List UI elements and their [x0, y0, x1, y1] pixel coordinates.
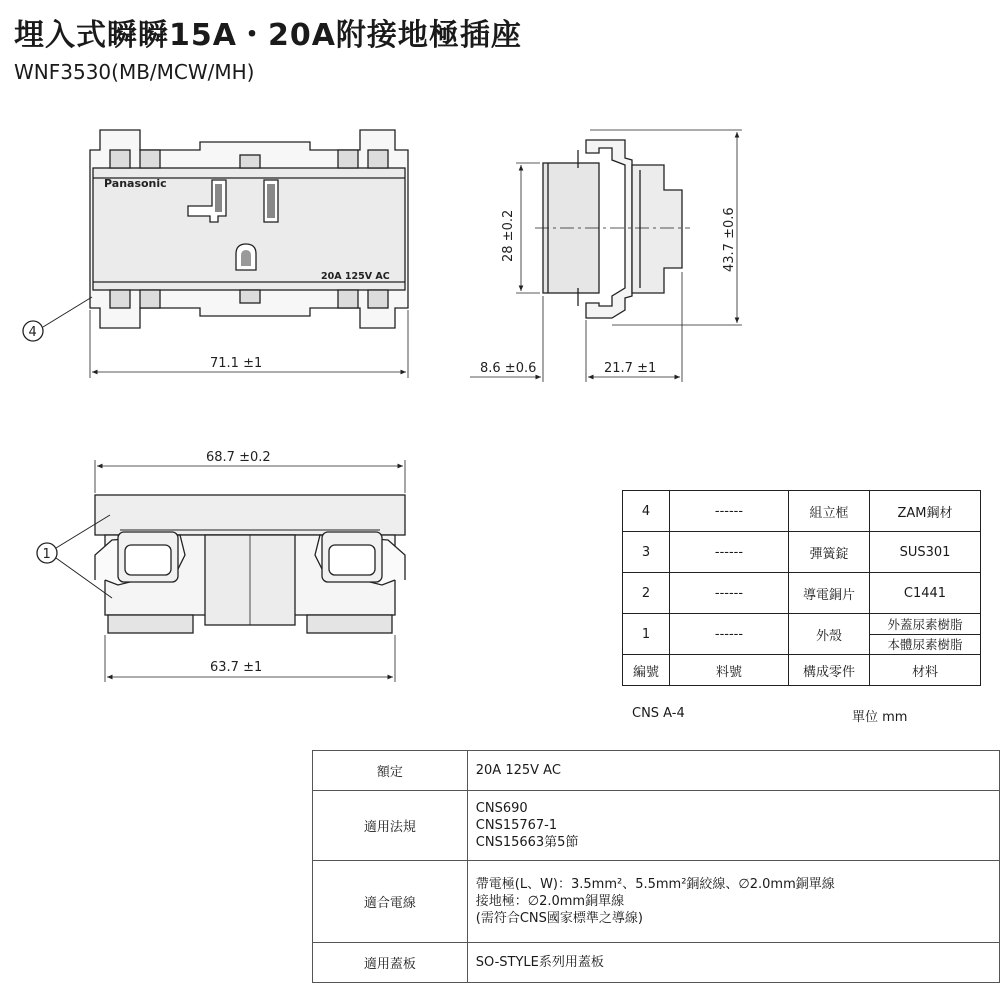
spec-value: SO-STYLE系列用蓋板 — [467, 943, 999, 983]
material-cell: ZAM鋼材 — [870, 491, 981, 532]
callout-4-label: 4 — [28, 325, 37, 340]
part-number-cell: ------ — [670, 614, 789, 655]
standard-line: CNS15663第5節 — [475, 835, 579, 850]
spec-value: 20A 125V AC — [467, 751, 999, 791]
spec-row-wires — [313, 861, 1000, 943]
side-outer-height-dimension: 43.7 ±0.6 — [722, 207, 737, 272]
unit-note: 單位 mm — [852, 710, 908, 725]
spec-value — [467, 791, 999, 861]
page-title: 埋入式瞬瞬15A・20A附接地極插座 — [14, 18, 522, 53]
component-cell: 導電銅片 — [789, 573, 870, 614]
parts-row — [623, 614, 981, 655]
standard-line: CNS690 — [475, 801, 528, 816]
side-front-depth-dimension: 8.6 ±0.6 — [480, 361, 537, 376]
spec-row-rating — [313, 751, 1000, 791]
bottom-top-width-dimension: 68.7 ±0.2 — [206, 450, 271, 465]
spec-label: 額定 — [313, 751, 468, 791]
header-component: 構成零件 — [789, 655, 870, 686]
side-body-depth-dimension: 21.7 ±1 — [604, 361, 657, 376]
model-number: WNF3530(MB/MCW/MH) — [14, 60, 255, 84]
front-width-dimension: 71.1 ±1 — [210, 356, 263, 371]
component-cell: 組立框 — [789, 491, 870, 532]
bottom-bottom-width-dimension: 63.7 ±1 — [210, 660, 263, 675]
parts-row — [623, 573, 981, 614]
component-cell: 彈簧錠 — [789, 532, 870, 573]
side-inner-height-dimension: 28 ±0.2 — [501, 209, 516, 262]
callout-1-label: 1 — [42, 547, 51, 562]
rating-print: 20A 125V AC — [321, 271, 390, 282]
parts-row — [623, 532, 981, 573]
part-no-cell: 2 — [623, 573, 670, 614]
spec-label: 適用蓋板 — [313, 943, 468, 983]
spec-label: 適合電線 — [313, 861, 468, 943]
material-cell: C1441 — [870, 573, 981, 614]
wire-line: 帶電極(L、W)：3.5mm²、5.5mm²銅絞線、∅2.0mm銅單線 — [475, 877, 835, 892]
front-view — [23, 130, 408, 378]
bottom-view — [37, 460, 405, 682]
spec-label: 適用法規 — [313, 791, 468, 861]
part-no-cell: 4 — [623, 491, 670, 532]
part-no-cell: 1 — [623, 614, 670, 655]
brand-logo: Panasonic — [104, 177, 167, 190]
spec-value — [467, 861, 999, 943]
material-cell: SUS301 — [870, 532, 981, 573]
part-no-cell: 3 — [623, 532, 670, 573]
wire-line: (需符合CNS國家標準之導線) — [475, 911, 643, 926]
header-material: 材料 — [870, 655, 981, 686]
part-number-cell: ------ — [670, 491, 789, 532]
spec-row-standards — [313, 791, 1000, 861]
material-body: 本體尿素樹脂 — [870, 634, 980, 654]
standard-line: CNS15767-1 — [475, 818, 558, 833]
spec-table — [312, 750, 1000, 983]
part-number-cell: ------ — [670, 573, 789, 614]
component-cell: 外殼 — [789, 614, 870, 655]
header-no: 編號 — [623, 655, 670, 686]
spec-row-plate — [313, 943, 1000, 983]
part-number-cell: ------ — [670, 532, 789, 573]
wire-line: 接地極：∅2.0mm銅單線 — [475, 894, 625, 909]
standard-note: CNS A-4 — [632, 706, 685, 721]
material-cover: 外蓋尿素樹脂 — [887, 616, 963, 632]
parts-header-row — [623, 655, 981, 686]
parts-row — [623, 491, 981, 532]
parts-table — [622, 490, 981, 686]
header-part-number: 料號 — [670, 655, 789, 686]
material-cell — [870, 614, 981, 655]
